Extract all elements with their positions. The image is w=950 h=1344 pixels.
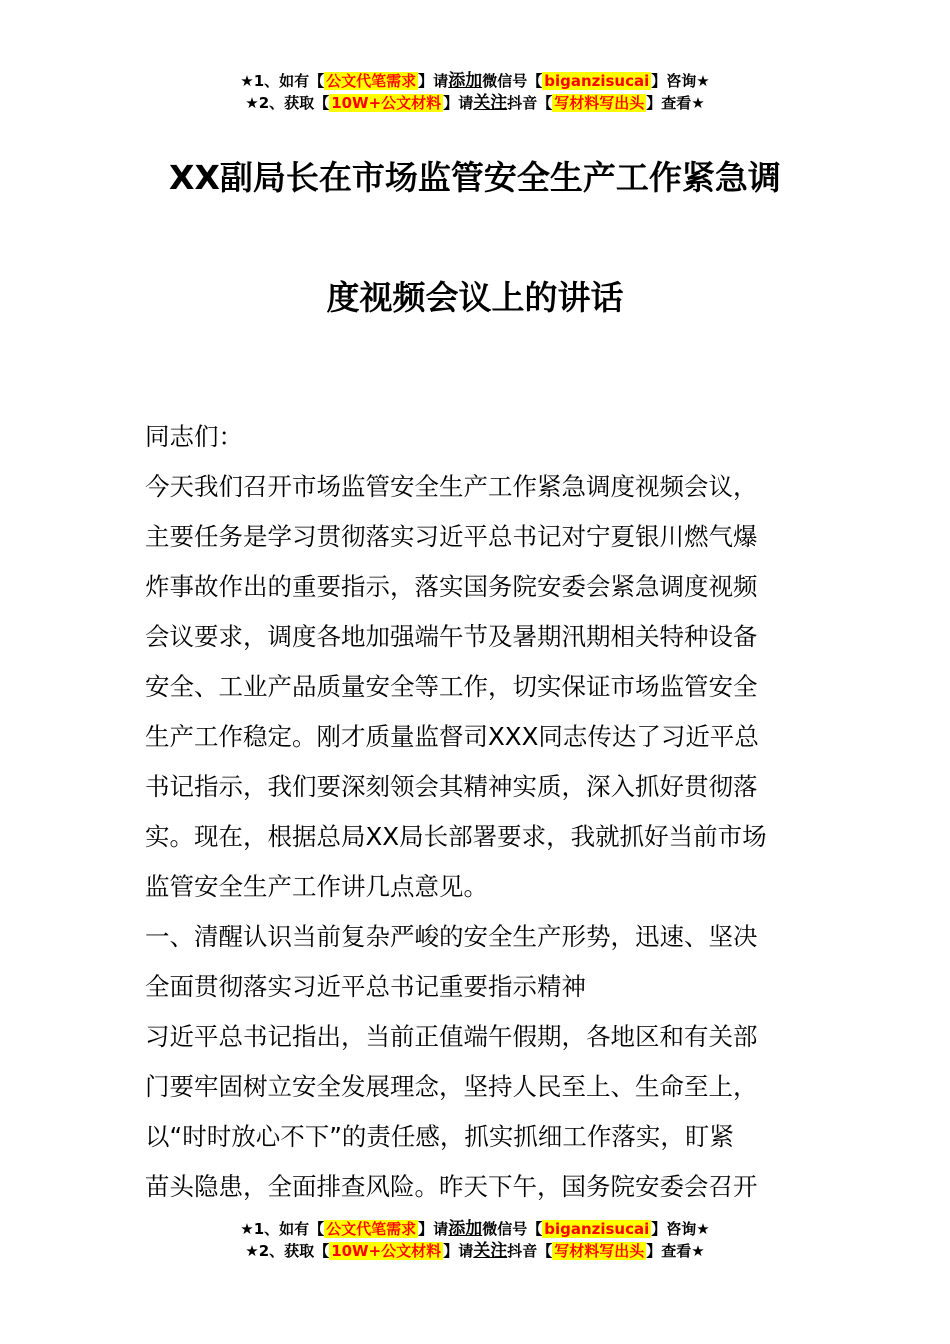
promo-text: 】查看★ (646, 94, 705, 112)
promo-emphasis: 添加 (448, 71, 483, 91)
promo-emphasis: 关注 (473, 1241, 508, 1261)
promo-text: ★2、获取【 (245, 1242, 330, 1260)
promo-text: 抖音【 (507, 94, 553, 112)
body-line: 苗头隐患，全面排查风险。昨天下午，国务院安委会召开 (145, 1172, 758, 1201)
promo-text: 微信号【 (482, 1220, 543, 1238)
promo-text: ★1、如有【 (240, 1220, 325, 1238)
document-body (145, 412, 810, 1212)
body-line: 监管安全生产工作讲几点意见。 (145, 872, 488, 901)
body-line: 主要任务是学习贯彻落实习近平总书记对宁夏银川燃气爆 (145, 522, 758, 551)
promo-line-1 (0, 1218, 950, 1240)
promo-highlight: 10W+公文材料 (331, 94, 442, 112)
document-title-line-2: 度视频会议上的讲话 (326, 278, 624, 317)
promo-highlight: 写材料写出头 (554, 94, 645, 112)
promo-text: 】咨询★ (651, 1220, 710, 1238)
body-line: 今天我们召开市场监管安全生产工作紧急调度视频会议， (145, 472, 758, 501)
promo-text: 】请 (418, 72, 449, 90)
body-line: 书记指示，我们要深刻领会其精神实质，深入抓好贯彻落 (145, 772, 758, 801)
promo-line-2 (0, 1240, 950, 1262)
promo-text: 抖音【 (507, 1242, 553, 1260)
promo-emphasis: 关注 (473, 93, 508, 113)
promo-line-2 (0, 92, 950, 114)
body-line: 习近平总书记指出，当前正值端午假期，各地区和有关部 (145, 1022, 758, 1051)
promo-text: ★2、获取【 (245, 94, 330, 112)
promo-highlight: biganzisucai (544, 72, 650, 90)
salutation: 同志们： (145, 422, 243, 451)
body-line: 门要牢固树立安全发展理念，坚持人民至上、生命至上， (145, 1072, 758, 1101)
section-heading-line: 全面贯彻落实习近平总书记重要指示精神 (145, 972, 586, 1001)
promo-line-1 (0, 70, 950, 92)
promo-emphasis: 添加 (448, 1219, 483, 1239)
section-heading-line: 一、清醒认识当前复杂严峻的安全生产形势，迅速、坚决 (145, 922, 758, 951)
body-line: 炸事故作出的重要指示，落实国务院安委会紧急调度视频 (145, 572, 758, 601)
promo-highlight: 公文代笔需求 (326, 72, 417, 90)
promo-text: 微信号【 (482, 72, 543, 90)
body-line: 生产工作稳定。刚才质量监督司XXX同志传达了习近平总 (145, 722, 759, 751)
promo-banner-bottom (0, 1218, 950, 1262)
body-line: 以“时时放心不下”的责任感，抓实抓细工作落实，盯紧 (145, 1122, 734, 1151)
promo-banner-top (0, 70, 950, 114)
body-line: 实。现在，根据总局XX局长部署要求，我就抓好当前市场 (145, 822, 767, 851)
document-title-line-1: XX副局长在市场监管安全生产工作紧急调 (169, 158, 781, 197)
body-line: 安全、工业产品质量安全等工作，切实保证市场监管安全 (145, 672, 758, 701)
promo-text: 】请 (443, 1242, 474, 1260)
promo-highlight: 10W+公文材料 (331, 1242, 442, 1260)
promo-text: 】请 (418, 1220, 449, 1238)
promo-highlight: 写材料写出头 (554, 1242, 645, 1260)
promo-text: ★1、如有【 (240, 72, 325, 90)
promo-highlight: 公文代笔需求 (326, 1220, 417, 1238)
promo-text: 】查看★ (646, 1242, 705, 1260)
promo-text: 】咨询★ (651, 72, 710, 90)
promo-text: 】请 (443, 94, 474, 112)
promo-highlight: biganzisucai (544, 1220, 650, 1238)
body-line: 会议要求，调度各地加强端午节及暑期汛期相关特种设备 (145, 622, 758, 651)
